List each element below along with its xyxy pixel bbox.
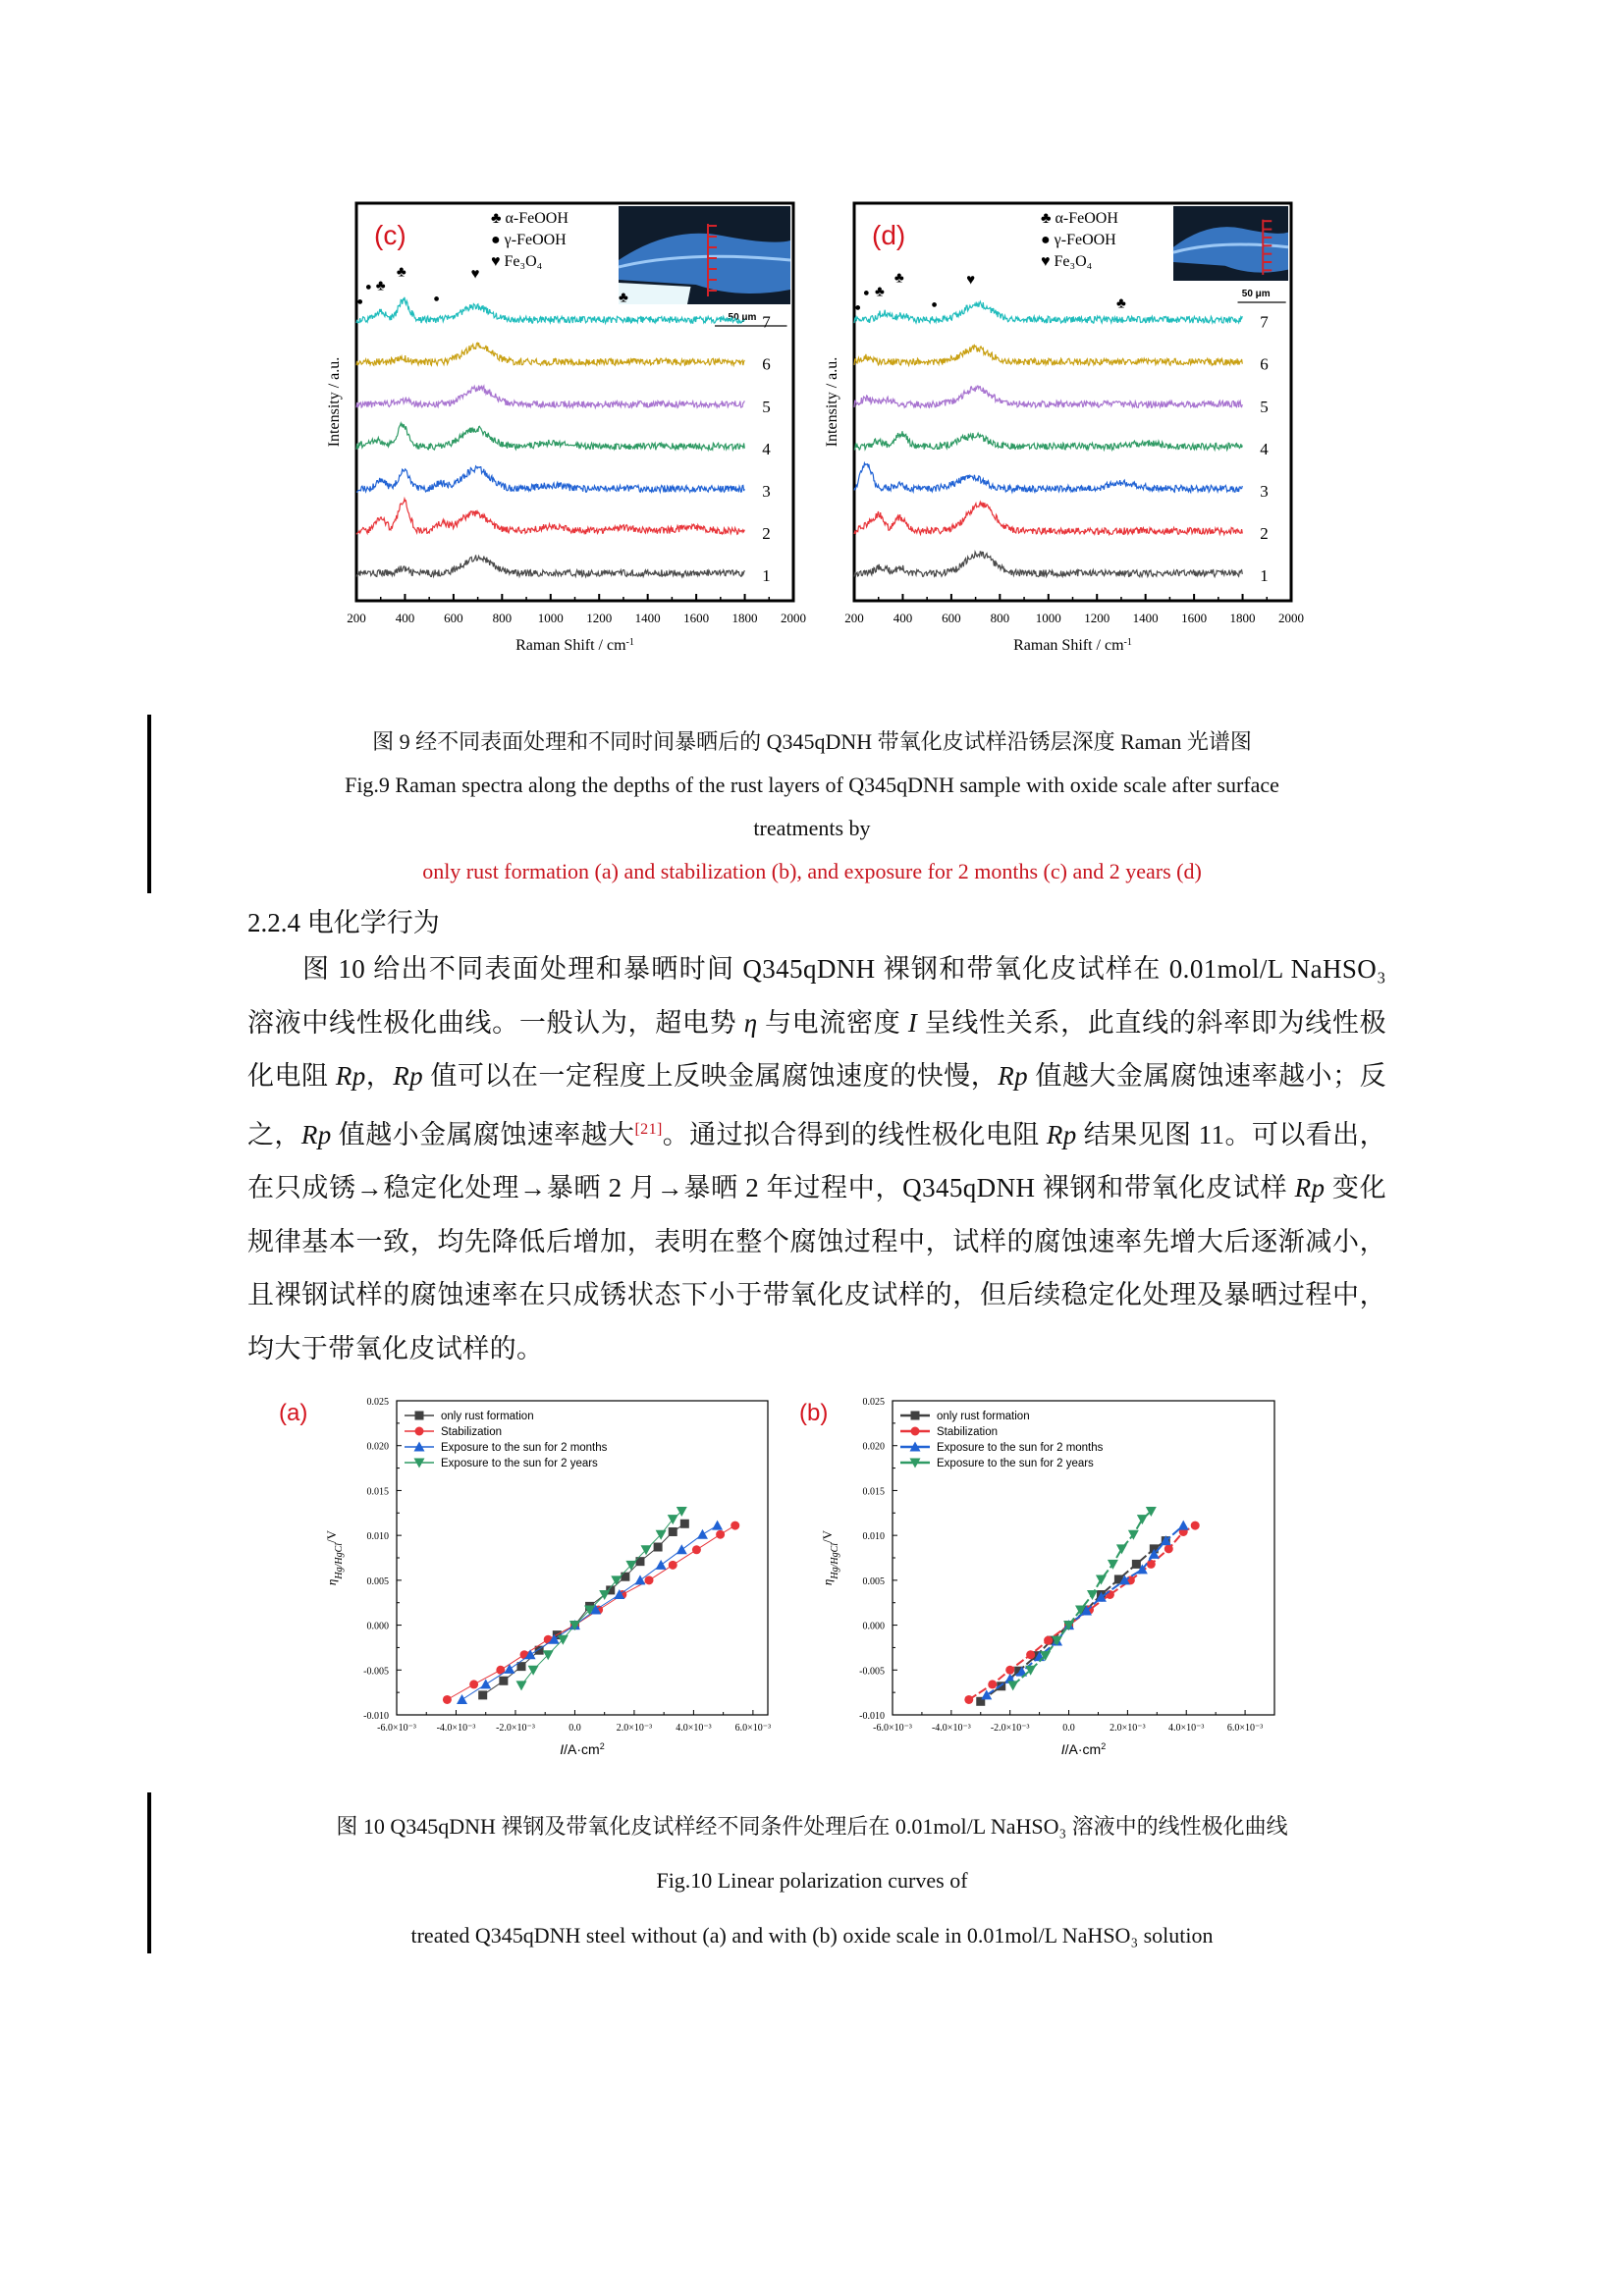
legend-entry: ♥ Fe₃O₄ <box>491 253 543 270</box>
x-tick-label: 1200 <box>1084 611 1110 625</box>
svg-text:Exposure to the sun for 2 year: Exposure to the sun for 2 years <box>937 1458 1094 1469</box>
panel-label: (a) <box>279 1400 308 1426</box>
y-tick-label: 0.015 <box>366 1486 389 1498</box>
spectrum-depth-label: 5 <box>1260 397 1269 416</box>
legend-entry: ♣ α-FeOOH <box>491 210 568 227</box>
spectrum-depth-label: 3 <box>762 481 771 501</box>
math-symbol: Rp <box>300 1119 332 1149</box>
x-tick-label: 6.0×10⁻³ <box>734 1723 772 1734</box>
text-run: 变化规律基本一致，均先降低后增加，表明在整个腐蚀过程中，试样的腐蚀速率先增大后逐渐减小，且裸钢试样的腐蚀速率在只成锈状态下小于带氧化皮试样的，但后续稳定化处理及暴晒过程中，均大于带氧化皮试样的。 <box>247 1173 1387 1363</box>
x-tick-label: 2000 <box>1278 611 1304 625</box>
x-tick-label: 1800 <box>1229 611 1256 625</box>
scale-bar-label: 50 μm <box>728 312 757 323</box>
y-tick-label: 0.010 <box>366 1531 389 1543</box>
x-axis-label: $I/A\cdot cm^2$ <box>1060 1741 1107 1757</box>
citation-ref[interactable]: [21] <box>634 1120 663 1138</box>
y-tick-label: -0.010 <box>363 1711 389 1722</box>
figure10-panel-a <box>265 1384 795 1777</box>
y-axis-label: $\eta_{Hg/HgCl}/V$ <box>820 1529 840 1586</box>
x-tick-label: -6.0×10⁻³ <box>873 1723 912 1734</box>
peak-marker: ♣ <box>396 264 406 281</box>
scale-bar-label: 50 μm <box>1241 289 1271 299</box>
figure10-caption-en-line1: Fig.10 Linear polarization curves of <box>656 1868 968 1893</box>
math-symbol: Rp <box>998 1061 1029 1091</box>
x-tick-label: 1600 <box>683 611 710 625</box>
x-tick-label: 1200 <box>586 611 613 625</box>
panel-label: (d) <box>872 220 906 250</box>
y-axis-label: $\eta_{Hg/HgCl}/V$ <box>324 1529 345 1586</box>
text-run: 值越小金属腐蚀速率越大 <box>331 1119 635 1149</box>
panel-label: (c) <box>374 220 406 250</box>
figure9-panel-d <box>815 196 1326 677</box>
figure10-caption-en-line2: treated Q345qDNH steel without (a) and with (b) oxide scale in 0.01mol/L NaHSO₃ solution <box>410 1923 1214 1948</box>
x-tick-label: 600 <box>942 611 961 625</box>
peak-marker: ● <box>433 293 440 305</box>
math-symbol: Rp <box>393 1061 424 1091</box>
x-tick-label: 1600 <box>1181 611 1208 625</box>
micrograph-inset <box>619 206 790 304</box>
section-heading: 2.2.4 电化学行为 <box>247 908 440 937</box>
x-tick-label: 200 <box>347 611 366 625</box>
peak-marker: ♥ <box>470 266 480 283</box>
figure9-caption-en-line1: Fig.9 Raman spectra along the depths of the rust layers of Q345qDNH sample with oxide scale after surface <box>345 773 1279 797</box>
peak-marker: ♥ <box>966 272 976 289</box>
peak-marker: ● <box>863 287 870 299</box>
svg-text:Exposure to the sun for 2 mont: Exposure to the sun for 2 months <box>441 1442 608 1454</box>
spectrum-depth-label: 1 <box>762 566 771 585</box>
y-tick-label: 0.020 <box>862 1441 885 1453</box>
x-tick-label: 0.0 <box>1062 1723 1075 1734</box>
text-run: 值可以在一定程度上反映金属腐蚀速度的快慢， <box>423 1061 999 1091</box>
y-tick-label: 0.020 <box>366 1441 389 1453</box>
text-run: 图 10 给出不同表面处理和暴晒时间 Q345qDNH 裸钢和带氧化皮试样在 0.01mol/L NaHSO₃ 溶液中线性极化曲线。一般认为，超电势 <box>247 954 1386 1038</box>
x-axis-label: Raman Shift / $cm^{-1}$ <box>515 636 634 654</box>
peak-marker: ♣ <box>619 290 628 306</box>
figure10-caption-cn: 图 10 Q345qDNH 裸钢及带氧化皮试样经不同条件处理后在 0.01mol/L NaHSO₃ 溶液中的线性极化曲线 <box>336 1814 1288 1839</box>
svg-text:Stabilization: Stabilization <box>441 1426 503 1438</box>
x-tick-label: 6.0×10⁻³ <box>1226 1723 1264 1734</box>
spectrum-depth-label: 7 <box>1260 312 1269 332</box>
x-tick-label: 4.0×10⁻³ <box>676 1723 712 1734</box>
peak-marker: ● <box>365 281 372 294</box>
y-axis-label: Intensity / a.u. <box>326 356 343 448</box>
peak-marker: ♣ <box>893 270 904 287</box>
peak-marker: ● <box>931 298 938 311</box>
x-tick-label: 2000 <box>781 611 806 625</box>
spectrum-depth-label: 2 <box>1260 523 1269 543</box>
peak-marker: ♣ <box>375 278 386 294</box>
x-tick-label: -2.0×10⁻³ <box>496 1723 535 1734</box>
text-run: 结果见图 11。可以看出，在只成锈→稳定化处理→暴晒 2 月→暴晒 2 年过程中，Q345qDNH 裸钢和带氧化皮试样 <box>247 1119 1386 1202</box>
x-tick-label: 200 <box>844 611 864 625</box>
figure9-caption-cn: 图 9 经不同表面处理和不同时间暴晒后的 Q345qDNH 带氧化皮试样沿锈层深度 Raman 光谱图 <box>372 729 1252 754</box>
y-tick-label: 0.000 <box>366 1621 389 1632</box>
figure9-panel-c <box>314 196 825 677</box>
x-tick-label: 2.0×10⁻³ <box>1110 1723 1146 1734</box>
math-symbol: Rp <box>1294 1173 1326 1202</box>
text-run: 。通过拟合得到的线性极化电阻 <box>662 1119 1047 1149</box>
text-run: ， <box>365 1061 394 1091</box>
legend-entry: ● γ-FeOOH <box>1041 232 1116 248</box>
spectrum-depth-label: 4 <box>762 439 771 458</box>
spectrum-depth-label: 1 <box>1260 566 1269 585</box>
y-tick-label: -0.005 <box>363 1666 389 1678</box>
svg-text:only rust formation: only rust formation <box>937 1411 1030 1422</box>
spectrum-depth-label: 7 <box>762 312 771 332</box>
math-symbol: η <box>743 1007 758 1038</box>
spectrum-depth-label: 6 <box>1260 354 1269 374</box>
x-tick-label: 800 <box>990 611 1010 625</box>
y-tick-label: 0.025 <box>862 1397 885 1408</box>
x-axis-label: $I/A\cdot cm^2$ <box>560 1741 605 1757</box>
x-tick-label: 400 <box>395 611 415 625</box>
text-run: 值越大金属腐蚀速率越小；反之， <box>247 1061 1386 1149</box>
peak-marker: ♣ <box>1116 295 1126 312</box>
x-tick-label: 1400 <box>1132 611 1159 625</box>
y-tick-label: -0.010 <box>859 1711 885 1722</box>
peak-marker: ♣ <box>875 284 885 300</box>
svg-text:Exposure to the sun for 2 year: Exposure to the sun for 2 years <box>441 1458 598 1469</box>
math-symbol: Rp <box>1046 1119 1077 1149</box>
y-tick-label: 0.015 <box>862 1486 885 1498</box>
micrograph-inset <box>1173 206 1288 281</box>
figure9-caption-en-line2: treatments by <box>753 816 871 840</box>
x-tick-label: 4.0×10⁻³ <box>1168 1723 1205 1734</box>
legend-entry: ● γ-FeOOH <box>491 232 567 248</box>
x-tick-label: 1400 <box>634 611 661 625</box>
x-tick-label: 0.0 <box>568 1723 581 1734</box>
spectrum-depth-label: 2 <box>762 523 771 543</box>
y-axis-label: Intensity / a.u. <box>824 356 840 448</box>
x-tick-label: -4.0×10⁻³ <box>436 1723 476 1734</box>
x-tick-label: -2.0×10⁻³ <box>990 1723 1030 1734</box>
x-tick-label: 600 <box>444 611 463 625</box>
x-tick-label: 1800 <box>731 611 758 625</box>
text-run: 与电流密度 <box>757 1007 908 1038</box>
paragraph-text <box>247 942 1386 1375</box>
x-axis-label: Raman Shift / $cm^{-1}$ <box>1013 636 1132 654</box>
x-tick-label: 1000 <box>537 611 564 625</box>
figure10-panel-b <box>795 1384 1326 1777</box>
x-tick-label: -6.0×10⁻³ <box>377 1723 416 1734</box>
x-tick-label: 2.0×10⁻³ <box>616 1723 653 1734</box>
panel-label: (b) <box>799 1400 829 1426</box>
y-tick-label: -0.005 <box>859 1666 885 1678</box>
svg-text:Stabilization: Stabilization <box>937 1426 999 1438</box>
y-tick-label: 0.025 <box>366 1397 389 1408</box>
text-run: 呈线性关系，此直线的斜率即为线性极化电阻 <box>247 1007 1386 1091</box>
spectrum-depth-label: 3 <box>1260 481 1269 501</box>
y-tick-label: 0.000 <box>862 1621 885 1632</box>
svg-text:only rust formation: only rust formation <box>441 1411 534 1422</box>
spectrum-depth-label: 4 <box>1260 439 1269 458</box>
x-tick-label: 400 <box>893 611 913 625</box>
x-tick-label: 1000 <box>1035 611 1061 625</box>
y-tick-label: 0.005 <box>366 1575 389 1587</box>
peak-marker: ● <box>854 301 862 314</box>
math-symbol: Rp <box>335 1061 366 1091</box>
legend-entry: ♣ α-FeOOH <box>1041 210 1118 227</box>
figure9-caption-en-line3: only rust formation (a) and stabilization (b), and exposure for 2 months (c) and 2 years (d) <box>422 859 1202 883</box>
spectrum-depth-label: 5 <box>762 397 771 416</box>
svg-text:Exposure to the sun for 2 mont: Exposure to the sun for 2 months <box>937 1442 1104 1454</box>
math-symbol: I <box>907 1007 918 1038</box>
x-tick-label: 800 <box>492 611 513 625</box>
y-tick-label: 0.005 <box>862 1575 885 1587</box>
peak-marker: ● <box>356 295 364 308</box>
body-paragraph <box>247 942 1386 1375</box>
y-tick-label: 0.010 <box>862 1531 885 1543</box>
legend-entry: ♥ Fe₃O₄ <box>1041 253 1093 270</box>
x-tick-label: -4.0×10⁻³ <box>931 1723 971 1734</box>
spectrum-depth-label: 6 <box>762 354 771 374</box>
